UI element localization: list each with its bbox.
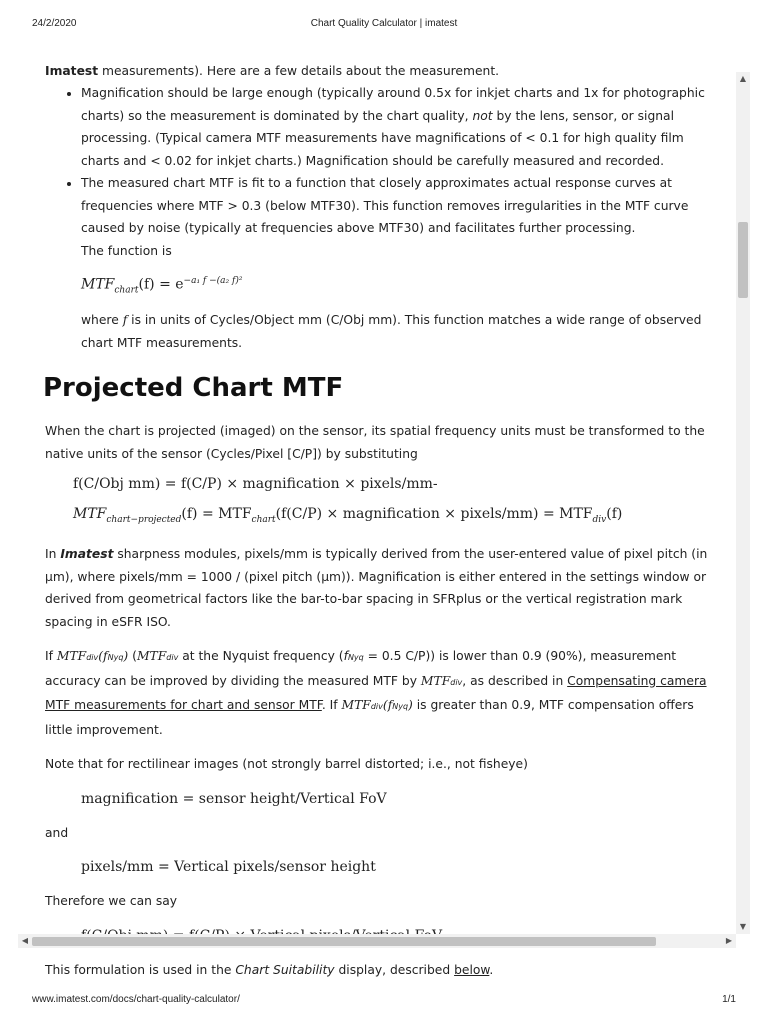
magnification-formula: magnification = sensor height/Vertical FoV (81, 790, 387, 807)
pn-d: = 0.5 C/P)) is lower than 0.9 (90%), measurement accuracy can be improved by dividing the measured MTF by (45, 649, 677, 688)
formula-lhs: MTF (81, 276, 115, 293)
details-list (45, 82, 725, 354)
cut-off-line (45, 60, 725, 82)
pp-a: In (45, 547, 61, 562)
pp-bold: Imatest (60, 547, 114, 562)
paragraph-projected: When the chart is projected (imaged) on the sensor, its spatial frequency units must be transformed to the native units of the sensor (Cycles/Pixel [C/P]) by substituting (45, 424, 705, 461)
mtf-chart-formula (81, 270, 725, 301)
pn-m4-close: ) (408, 698, 413, 713)
compensating-mtf-link[interactable]: Compensating camera MTF measurements for chart and sensor MTF (45, 673, 707, 713)
page-viewport (18, 64, 736, 977)
cut-line-text: measurements). Here are a few details about the measurement. (98, 64, 500, 78)
bullet2-text: The measured chart MTF is fit to a function that closely approximates actual response curves at frequencies where MTF > 0.3 (below MTF30). This function removes irregularities in the MTF curve caused by noise (typically at frequencies above MTF30) and facilitates further processing. (81, 176, 689, 235)
f2-lhs: MTF (73, 506, 107, 523)
pn-fnyq-sub: Nyq (347, 653, 364, 663)
scroll-right-icon[interactable]: ▶ (725, 936, 733, 945)
horizontal-scrollbar[interactable] (18, 934, 736, 948)
formula-exp: −a₁ f −(a₂ f)² (183, 276, 243, 286)
f2-mid-sub: chart (251, 515, 276, 526)
pixels-mm-formula: pixels/mm = Vertical pixels/sensor height (81, 859, 376, 876)
pn-f: . If (321, 698, 342, 713)
paragraph-therefore: Therefore we can say (45, 894, 178, 909)
f2-rhs-sub: div (592, 515, 607, 526)
f2-rhs: (f(C/P) × magnification × pixels/mm) = MTF (275, 506, 593, 523)
print-page-number: 1/1 (722, 994, 736, 1005)
paragraph-nyquist (45, 645, 725, 741)
word-and: and (45, 825, 69, 840)
article-content (45, 60, 725, 981)
paragraph-pixels-mm (45, 543, 725, 633)
pn-m2-sub: div (166, 653, 179, 663)
where-b: is in units of Cycles/Object mm (C/Obj mm). This function matches a wide range of observed chart MTF measurements. (81, 313, 702, 350)
pn-m3: MTF (420, 673, 451, 688)
pn-fnyq: f (343, 649, 348, 664)
pn-m1-close: ) (123, 649, 129, 664)
function-intro: The function is (81, 243, 172, 258)
pn-m1-arg: (f (98, 649, 108, 664)
f2-end: (f) (606, 506, 623, 523)
f2-mid: (f) = MTF (181, 506, 252, 523)
pn-m4-sub: div (370, 702, 383, 712)
pf-b: display, described (334, 962, 455, 977)
pn-m4-arg-sub: Nyq (392, 702, 409, 712)
horizontal-scroll-thumb[interactable] (32, 937, 656, 946)
scroll-down-icon[interactable]: ▼ (739, 922, 747, 931)
bullet1-text-b: by the lens, sensor, or signal processing. (Typical camera MTF measurements have magnifications of < 0.1 for high quality film charts and < 0.02 for inkjet charts.) Magnification should be carefully measured and recorded. (81, 108, 684, 168)
pn-m1-sub: div (86, 653, 99, 663)
print-url: www.imatest.com/docs/chart-quality-calculator/ (32, 994, 240, 1005)
section-heading: Projected Chart MTF (43, 373, 344, 404)
print-footer (0, 990, 768, 1010)
list-item (81, 172, 725, 354)
pn-m3-sub: div (450, 677, 463, 687)
pf-c: . (489, 962, 494, 977)
vertical-scroll-thumb[interactable] (738, 222, 748, 298)
pn-m4-arg: (f (382, 698, 393, 713)
bullet1-emph: not (472, 108, 493, 123)
pn-m1: MTF (56, 649, 87, 664)
bullet1-text-a: Magnification should be large enough (typically around 0.5x for inkjet charts and 1x for photographic charts) so the measurement is dominated by the chart quality, (81, 86, 705, 123)
pf-emph: Chart Suitability (235, 962, 335, 977)
vertical-scrollbar[interactable] (736, 72, 750, 934)
where-a: where (81, 313, 123, 328)
where-var: f (122, 313, 128, 328)
print-page-title: Chart Quality Calculator | imatest (310, 18, 458, 29)
paragraph-note: Note that for rectilinear images (not strongly barrel distorted; i.e., not fisheye) (45, 757, 528, 772)
scroll-up-icon[interactable]: ▲ (739, 74, 747, 83)
f2-lhs-sub: chart−projected (106, 515, 182, 526)
projected-mtf-formula (45, 503, 725, 531)
frequency-substitution-formula: f(C/Obj mm) = f(C/P) × magnification × pixels/mm- (73, 476, 438, 493)
pn-g: is greater than 0.9, MTF compensation offers little improvement. (45, 698, 694, 737)
pn-m1-arg-sub: Nyq (107, 653, 124, 663)
list-item (81, 82, 725, 172)
print-date: 24/2/2020 (32, 18, 77, 29)
formula-arg: (f) = e (138, 276, 184, 293)
cut-line-bold: Imatest (45, 64, 99, 78)
pn-c: at the Nyquist frequency ( (178, 649, 344, 664)
print-header (0, 14, 768, 34)
pf-a: This formulation is used in the (45, 962, 236, 977)
scroll-left-icon[interactable]: ◀ (21, 936, 29, 945)
pn-e: , as described in (462, 673, 568, 688)
below-link[interactable]: below (454, 962, 490, 977)
pn-m4: MTF (341, 698, 371, 713)
pn-b: ( (128, 649, 137, 664)
paragraph-formulation (45, 959, 725, 982)
pn-a: If (45, 649, 57, 664)
pn-m2: MTF (136, 649, 167, 664)
formula-lhs-sub: chart (114, 285, 139, 296)
pp-b: sharpness modules, pixels/mm is typically derived from the user-entered value of pixel pitch (in µm), where pixels/mm = 1000 / (pixel pitch (µm)). Magnification is either entered in the settings window or derived from geometrical factors like the bar-to-bar spacing in SFRplus or the vertical registration mark spacing in eSFR ISO. (45, 547, 708, 629)
